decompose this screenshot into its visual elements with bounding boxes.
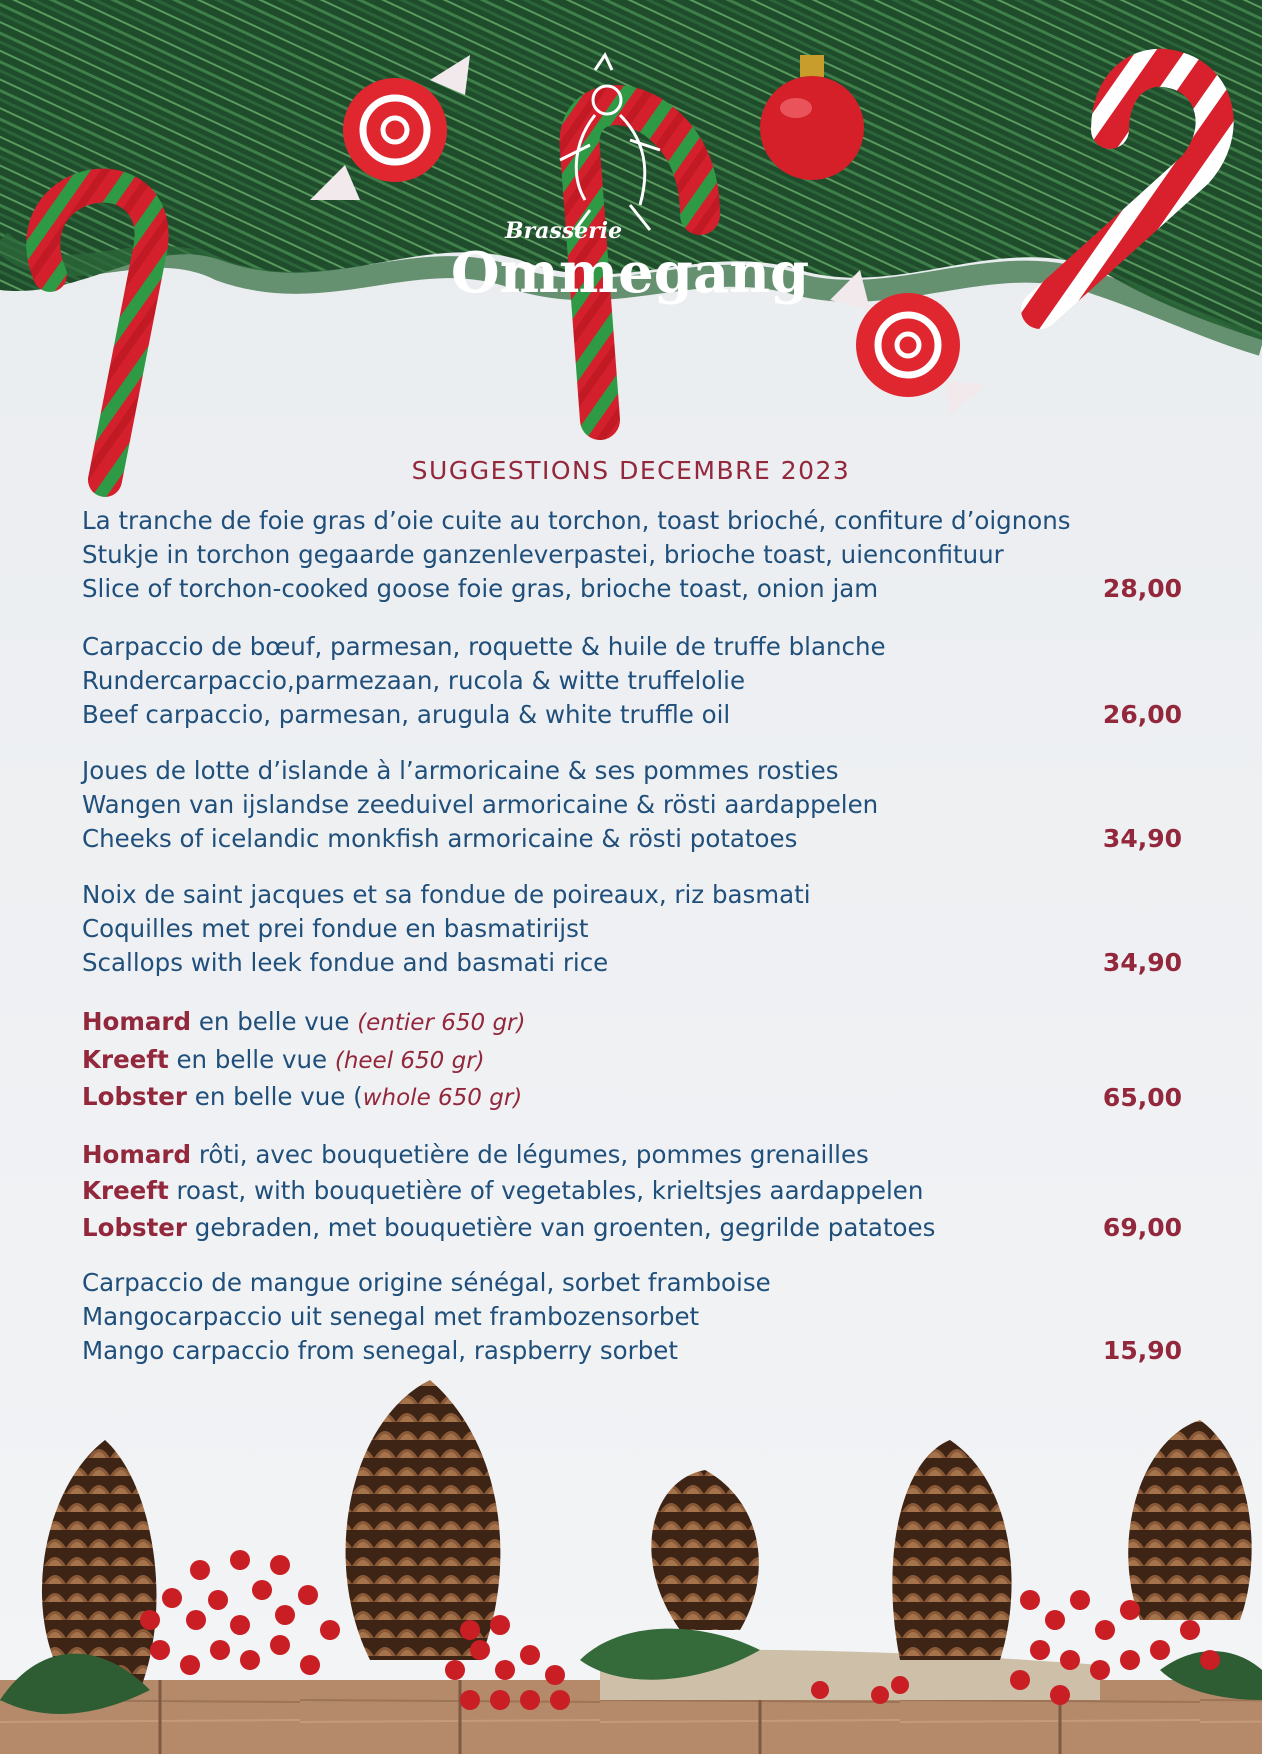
dish-description: en belle vue — [168, 1044, 335, 1074]
menu-item-price: 28,00 — [1102, 574, 1182, 603]
menu-item-line: Cheeks of icelandic monkfish armoricaine & rösti potatoes — [82, 824, 798, 853]
menu-item-line: Joues de lotte d’islande à l’armoricaine & ses pommes rosties — [82, 756, 839, 785]
dish-description: roast, with bouquetière of vegetables, krieltsjes aardappelen — [168, 1176, 924, 1205]
dish-description: en belle vue — [191, 1007, 358, 1036]
dish-description: en belle vue ( — [186, 1082, 363, 1111]
menu-item-line: Noix de saint jacques et sa fondue de poireaux, riz basmati — [82, 880, 811, 909]
brand-small: Brasserie — [505, 218, 623, 244]
menu-item-line: Mango carpaccio from senegal, raspberry sorbet — [82, 1336, 678, 1365]
menu-item-price: 34,90 — [1102, 824, 1182, 853]
page-title: SUGGESTIONS DECEMBRE 2023 — [411, 456, 851, 485]
dish-keyword: Homard — [82, 1007, 192, 1036]
menu-item-price: 34,90 — [1102, 948, 1182, 977]
dish-keyword: Lobster — [82, 1082, 187, 1111]
menu-item-price: 15,90 — [1102, 1336, 1182, 1365]
menu-item-line — [82, 1042, 1182, 1080]
menu-item — [82, 1004, 1182, 1117]
menu-item — [82, 878, 1182, 980]
menu-list — [82, 504, 1182, 1368]
menu-item — [82, 630, 1182, 732]
menu-item-price: 26,00 — [1102, 700, 1182, 729]
menu-item-line — [82, 1137, 1182, 1174]
menu-item — [82, 1266, 1182, 1368]
dish-description: gebraden, met bouquetière van groenten, gegrilde patatoes — [186, 1212, 936, 1242]
brand-logo: Ommegang — [450, 240, 810, 306]
menu-item-line: La tranche de foie gras d’oie cuite au torchon, toast brioché, confiture d’oignons — [82, 506, 1071, 535]
menu-item-line: Mangocarpaccio uit senegal met frambozensorbet — [82, 1302, 700, 1331]
dish-description: rôti, avec bouquetière de légumes, pommes grenailles — [191, 1139, 869, 1169]
menu-item-price: 65,00 — [1102, 1083, 1182, 1112]
menu-item — [82, 1137, 1182, 1247]
menu-item-line: Stukje in torchon gegaarde ganzenleverpastei, brioche toast, uienconfituur — [82, 540, 1004, 569]
menu-item-line: Scallops with leek fondue and basmati rice — [82, 948, 609, 977]
menu-item-line: Rundercarpaccio,parmezaan, rucola & witte truffelolie — [82, 666, 746, 695]
dish-weight: (heel 650 gr) — [334, 1047, 485, 1074]
menu-item-line — [82, 1079, 1182, 1117]
dish-weight: (entier 650 gr) — [357, 1010, 526, 1036]
menu-item — [82, 754, 1182, 856]
menu-item-line: Carpaccio de bœuf, parmesan, roquette & huile de truffe blanche — [82, 632, 886, 661]
dish-weight: whole 650 gr) — [362, 1085, 523, 1111]
menu-item-price: 69,00 — [1102, 1212, 1182, 1242]
menu-item-line: Wangen van ijslandse zeeduivel armoricaine & rösti aardappelen — [82, 790, 879, 819]
dish-keyword: Kreeft — [82, 1176, 169, 1205]
menu-item-line: Beef carpaccio, parmesan, arugula & white truffle oil — [82, 700, 731, 729]
menu-item-line — [82, 1004, 1182, 1042]
menu-item — [82, 504, 1182, 606]
dish-keyword: Homard — [82, 1139, 192, 1169]
menu-item-line — [82, 1210, 1182, 1247]
dish-keyword: Kreeft — [82, 1044, 169, 1074]
menu-item-line — [82, 1173, 1182, 1210]
menu-item-line: Carpaccio de mangue origine sénégal, sorbet framboise — [82, 1268, 771, 1297]
dish-keyword: Lobster — [82, 1212, 187, 1242]
menu-item-line: Slice of torchon-cooked goose foie gras, brioche toast, onion jam — [82, 574, 879, 603]
menu-item-line: Coquilles met prei fondue en basmatirijst — [82, 914, 589, 943]
